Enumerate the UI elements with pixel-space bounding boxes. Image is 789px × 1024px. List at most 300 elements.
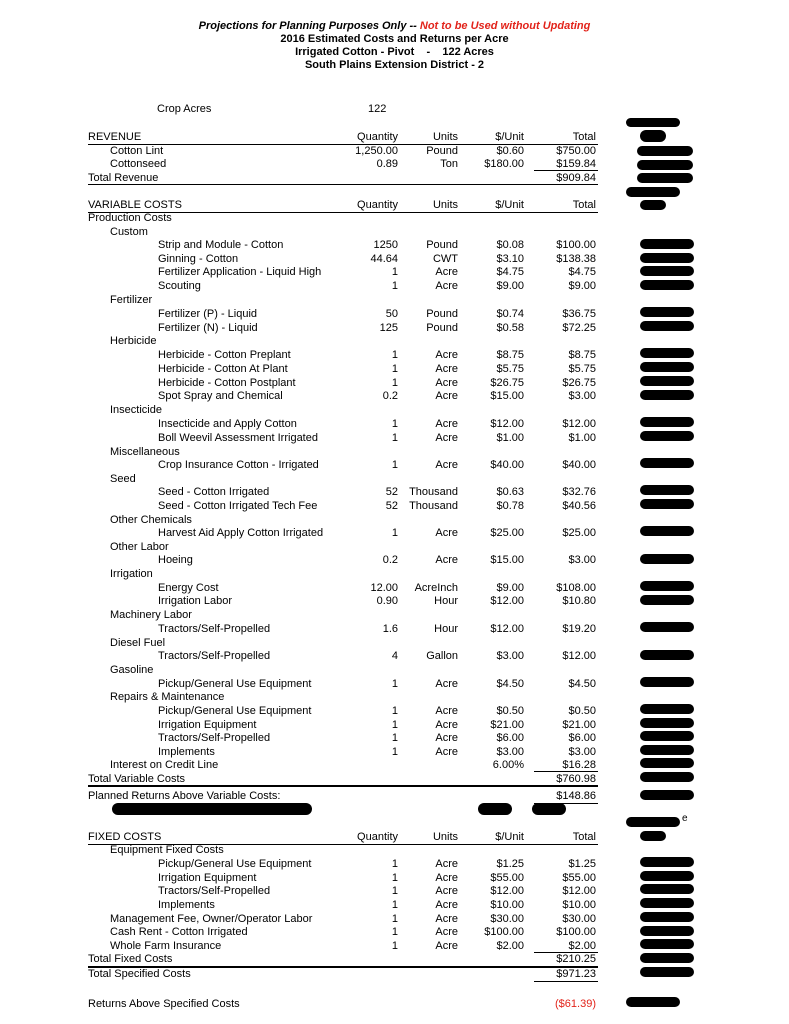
redaction-bar — [640, 967, 694, 977]
line-item-quantity: 0.90 — [376, 595, 398, 607]
redaction-bar — [640, 704, 694, 714]
line-item-price: $0.50 — [496, 705, 524, 717]
column-header-units: Units — [432, 199, 458, 211]
line-item-quantity: 1 — [391, 858, 398, 870]
line-item-quantity: 1 — [391, 377, 398, 389]
line-item-quantity: 1 — [391, 732, 398, 744]
line-item-price: $12.00 — [490, 623, 524, 635]
stray-glyph: e — [682, 813, 688, 824]
line-item-quantity: 1 — [391, 872, 398, 884]
section-heading: VARIABLE COSTS — [88, 199, 182, 211]
line-item-label: Herbicide — [110, 335, 157, 347]
line-item-label: Fertilizer (P) - Liquid — [158, 308, 258, 320]
line-item-quantity: 1 — [391, 363, 398, 375]
line-item-price: $12.00 — [490, 595, 524, 607]
line-item-units: Thousand — [409, 486, 458, 498]
line-item-label: Whole Farm Insurance — [110, 940, 222, 952]
line-item-price: $3.10 — [496, 253, 524, 265]
redaction-bar — [478, 803, 512, 815]
report-title: 2016 Estimated Costs and Returns per Acre — [280, 33, 509, 45]
line-item-total: $5.75 — [568, 363, 596, 375]
redaction-bar — [640, 939, 694, 949]
report-district: South Plains Extension District - 2 — [304, 59, 485, 71]
header-warning-red: Not to be Used without Updating — [419, 20, 591, 32]
section-heading: FIXED COSTS — [88, 831, 162, 843]
returns-total: ($61.39) — [555, 998, 596, 1010]
line-item-units: Acre — [435, 940, 458, 952]
total-fixed-value: $210.25 — [556, 953, 596, 965]
line-item-label: Scouting — [158, 280, 201, 292]
redaction-bar — [640, 362, 694, 372]
redaction-bar — [640, 745, 694, 755]
line-item-label: Fertilizer (N) - Liquid — [158, 322, 258, 334]
redaction-bar — [640, 857, 694, 867]
variable-cost-row — [0, 690, 789, 704]
line-item-total: $8.75 — [568, 349, 596, 361]
variable-header-row — [0, 198, 789, 212]
revenue-price: $180.00 — [484, 158, 524, 170]
column-header-total: Total — [572, 199, 596, 211]
revenue-label: Cotton Lint — [110, 145, 164, 157]
line-item-quantity: 1 — [391, 885, 398, 897]
line-item-units: Acre — [435, 746, 458, 758]
redaction-bar — [112, 803, 312, 815]
redaction-bar — [640, 898, 694, 908]
line-item-quantity: 1 — [391, 678, 398, 690]
line-item-quantity: 1 — [391, 418, 398, 430]
report-subtitle: Irrigated Cotton - Pivot - 122 Acres — [295, 46, 494, 58]
line-item-units: Acre — [435, 926, 458, 938]
line-item-units: Hour — [434, 595, 458, 607]
line-item-label: Implements — [158, 899, 215, 911]
line-item-label: Repairs & Maintenance — [110, 691, 225, 703]
line-item-total: $36.75 — [562, 308, 596, 320]
redaction-bar — [640, 130, 666, 142]
line-item-quantity: 12.00 — [370, 582, 398, 594]
line-item-price: $1.25 — [496, 858, 524, 870]
line-item-quantity: 1 — [391, 459, 398, 471]
redaction-bar — [640, 650, 694, 660]
line-item-quantity: 44.64 — [370, 253, 398, 265]
line-item-quantity: 1 — [391, 432, 398, 444]
line-item-price: $100.00 — [484, 926, 524, 938]
column-header-total: Total — [572, 831, 596, 843]
variable-cost-row — [0, 225, 789, 239]
line-item-units: Thousand — [409, 500, 458, 512]
variable-cost-row — [0, 403, 789, 417]
line-item-quantity: 1.6 — [382, 623, 398, 635]
line-item-label: Herbicide - Cotton Preplant — [158, 349, 291, 361]
line-item-label: Herbicide - Cotton At Plant — [158, 363, 288, 375]
line-item-price: $12.00 — [490, 418, 524, 430]
line-item-units: CWT — [432, 253, 458, 265]
line-item-total: $30.00 — [562, 913, 596, 925]
column-header-quantity: Quantity — [357, 199, 398, 211]
redaction-bar — [640, 622, 694, 632]
variable-cost-row — [0, 636, 789, 650]
line-item-total: $55.00 — [562, 872, 596, 884]
line-item-total: $25.00 — [562, 527, 596, 539]
line-item-quantity: 4 — [391, 650, 398, 662]
line-item-label: Miscellaneous — [110, 446, 180, 458]
line-item-total: $1.25 — [568, 858, 596, 870]
redaction-bar — [640, 307, 694, 317]
returns-label: Returns Above Specified Costs — [88, 998, 240, 1010]
line-item-price: $55.00 — [490, 872, 524, 884]
variable-cost-row — [0, 334, 789, 348]
revenue-units: Pound — [426, 145, 458, 157]
line-item-units: Hour — [434, 623, 458, 635]
crop-acres-label: Crop Acres — [157, 103, 212, 115]
line-item-price: $12.00 — [490, 885, 524, 897]
line-item-price: $5.75 — [496, 363, 524, 375]
redaction-bar — [626, 187, 680, 197]
line-item-units: Acre — [435, 266, 458, 278]
line-item-total: $26.75 — [562, 377, 596, 389]
redaction-bar — [640, 953, 694, 963]
redaction-bar — [640, 554, 694, 564]
line-item-units: Acre — [435, 377, 458, 389]
line-item-total: $3.00 — [568, 746, 596, 758]
variable-cost-row — [0, 472, 789, 486]
variable-cost-row — [0, 211, 789, 225]
line-item-total: $100.00 — [556, 239, 596, 251]
column-header-price: $/Unit — [495, 199, 524, 211]
line-item-label: Tractors/Self-Propelled — [158, 623, 271, 635]
line-item-total: $10.80 — [562, 595, 596, 607]
redaction-bar — [640, 239, 694, 249]
redaction-bar — [640, 677, 694, 687]
line-item-total: $40.56 — [562, 500, 596, 512]
line-item-units: Acre — [435, 349, 458, 361]
line-item-units: Acre — [435, 678, 458, 690]
total-specified-label: Total Specified Costs — [88, 968, 191, 980]
variable-cost-row — [0, 293, 789, 307]
redaction-bar — [640, 871, 694, 881]
revenue-price: $0.60 — [496, 145, 524, 157]
redaction-bar — [640, 266, 694, 276]
line-item-price: $4.50 — [496, 678, 524, 690]
line-item-price: $26.75 — [490, 377, 524, 389]
line-item-total: $12.00 — [562, 885, 596, 897]
line-item-price: 6.00% — [492, 759, 524, 771]
revenue-total: $750.00 — [556, 145, 596, 157]
revenue-total: $159.84 — [556, 158, 596, 170]
line-item-units: Acre — [435, 363, 458, 375]
line-item-price: $1.00 — [496, 432, 524, 444]
header-warning — [0, 20, 789, 32]
line-item-units: AcreInch — [414, 582, 458, 594]
revenue-header-row — [0, 130, 789, 144]
line-item-units: Acre — [435, 732, 458, 744]
stray-glyph: 0 — [686, 581, 692, 592]
line-item-quantity: 1 — [391, 899, 398, 911]
line-item-units: Acre — [435, 899, 458, 911]
line-item-label: Seed — [110, 473, 136, 485]
line-item-label: Equipment Fixed Costs — [110, 844, 224, 856]
line-item-label: Herbicide - Cotton Postplant — [158, 377, 296, 389]
total-variable-label: Total Variable Costs — [88, 773, 186, 785]
line-item-units: Acre — [435, 858, 458, 870]
line-item-price: $3.00 — [496, 650, 524, 662]
redaction-bar — [640, 912, 694, 922]
line-item-total: $3.00 — [568, 554, 596, 566]
variable-cost-row — [0, 513, 789, 527]
total-variable-value: $760.98 — [556, 773, 596, 785]
line-item-label: Boll Weevil Assessment Irrigated — [158, 432, 318, 444]
line-item-label: Harvest Aid Apply Cotton Irrigated — [158, 527, 324, 539]
line-item-units: Acre — [435, 418, 458, 430]
line-item-price: $0.78 — [496, 500, 524, 512]
redaction-bar — [640, 417, 694, 427]
line-item-price: $10.00 — [490, 899, 524, 911]
line-item-total: $72.25 — [562, 322, 596, 334]
line-item-total: $19.20 — [562, 623, 596, 635]
line-item-units: Acre — [435, 459, 458, 471]
fixed-cost-row — [0, 843, 789, 857]
line-item-label: Other Chemicals — [110, 514, 192, 526]
line-item-price: $15.00 — [490, 390, 524, 402]
line-item-quantity: 1 — [391, 940, 398, 952]
redaction-bar — [640, 731, 694, 741]
line-item-units: Pound — [426, 308, 458, 320]
line-item-quantity: 1 — [391, 913, 398, 925]
line-item-total: $12.00 — [562, 418, 596, 430]
revenue-units: Ton — [440, 158, 458, 170]
line-item-label: Fertilizer Application - Liquid High — [158, 266, 322, 278]
revenue-label: Cottonseed — [110, 158, 167, 170]
redaction-bar — [532, 803, 566, 815]
header-warning-text: Projections for Planning Purposes Only -- — [198, 20, 420, 32]
column-header-units: Units — [432, 131, 458, 143]
line-item-price: $4.75 — [496, 266, 524, 278]
line-item-quantity: 1 — [391, 349, 398, 361]
line-item-quantity: 50 — [385, 308, 398, 320]
redaction-bar — [640, 390, 694, 400]
line-item-price: $0.63 — [496, 486, 524, 498]
line-item-label: Production Costs — [88, 212, 172, 224]
column-header-units: Units — [432, 831, 458, 843]
line-item-label: Spot Spray and Chemical — [158, 390, 283, 402]
line-item-label: Crop Insurance Cotton - Irrigated — [158, 459, 319, 471]
line-item-label: Seed - Cotton Irrigated Tech Fee — [158, 500, 318, 512]
line-item-label: Gasoline — [110, 664, 154, 676]
line-item-label: Irrigation Labor — [158, 595, 232, 607]
line-item-total: $16.28 — [562, 759, 596, 771]
line-item-total: $40.00 — [562, 459, 596, 471]
line-item-label: Pickup/General Use Equipment — [158, 858, 312, 870]
redaction-bar — [640, 772, 694, 782]
fixed-header-row — [0, 830, 789, 844]
redaction-bar — [637, 146, 693, 156]
column-header-total: Total — [572, 131, 596, 143]
redaction-bar — [637, 173, 693, 183]
line-item-total: $32.76 — [562, 486, 596, 498]
redaction-bar — [640, 499, 694, 509]
redaction-bar — [640, 253, 694, 263]
planned-returns-label: Planned Returns Above Variable Costs: — [88, 790, 281, 802]
line-item-units: Acre — [435, 913, 458, 925]
line-item-label: Tractors/Self-Propelled — [158, 885, 271, 897]
line-item-units: Acre — [435, 872, 458, 884]
line-item-quantity: 0.2 — [382, 554, 398, 566]
line-item-label: Machinery Labor — [110, 609, 192, 621]
revenue-quantity: 0.89 — [376, 158, 398, 170]
line-item-units: Acre — [435, 280, 458, 292]
line-item-price: $30.00 — [490, 913, 524, 925]
line-item-label: Insecticide and Apply Cotton — [158, 418, 297, 430]
redaction-bar — [640, 200, 666, 210]
line-item-label: Management Fee, Owner/Operator Labor — [110, 913, 313, 925]
redaction-bar — [640, 595, 694, 605]
line-item-total: $21.00 — [562, 719, 596, 731]
line-item-label: Implements — [158, 746, 215, 758]
redaction-bar — [637, 160, 693, 170]
line-item-price: $40.00 — [490, 459, 524, 471]
redaction-bar — [640, 485, 694, 495]
redaction-bar — [640, 831, 666, 841]
redaction-bar — [640, 321, 694, 331]
line-item-units: Acre — [435, 527, 458, 539]
revenue-bottom-rule — [88, 184, 598, 185]
line-item-quantity: 1 — [391, 280, 398, 292]
redaction-bar — [640, 376, 694, 386]
line-item-quantity: 125 — [379, 322, 398, 334]
line-item-units: Acre — [435, 390, 458, 402]
redaction-bar — [626, 997, 680, 1007]
line-item-label: Ginning - Cotton — [158, 253, 239, 265]
line-item-price: $25.00 — [490, 527, 524, 539]
column-header-quantity: Quantity — [357, 831, 398, 843]
line-item-total: $4.75 — [568, 266, 596, 278]
line-item-total: $10.00 — [562, 899, 596, 911]
line-item-price: $0.08 — [496, 239, 524, 251]
line-item-quantity: 1 — [391, 719, 398, 731]
line-item-label: Irrigation Equipment — [158, 719, 257, 731]
redaction-bar — [626, 118, 680, 127]
line-item-label: Cash Rent - Cotton Irrigated — [110, 926, 248, 938]
redaction-bar — [640, 348, 694, 358]
line-item-label: Insecticide — [110, 404, 162, 416]
redaction-bar — [640, 458, 694, 468]
line-item-label: Pickup/General Use Equipment — [158, 678, 312, 690]
line-item-total: $6.00 — [568, 732, 596, 744]
line-item-label: Other Labor — [110, 541, 169, 553]
line-item-label: Hoeing — [158, 554, 193, 566]
line-item-label: Energy Cost — [158, 582, 219, 594]
redaction-bar — [640, 790, 694, 800]
redaction-bar — [640, 884, 694, 894]
crop-acres-row — [0, 102, 789, 116]
line-item-quantity: 0.2 — [382, 390, 398, 402]
line-item-label: Tractors/Self-Propelled — [158, 650, 271, 662]
line-item-label: Pickup/General Use Equipment — [158, 705, 312, 717]
line-item-quantity: 1 — [391, 266, 398, 278]
line-item-label: Diesel Fuel — [110, 637, 166, 649]
line-item-quantity: 52 — [385, 500, 398, 512]
column-header-quantity: Quantity — [357, 131, 398, 143]
specified-rule — [534, 981, 598, 982]
total-specified-value: $971.23 — [556, 968, 596, 980]
section-heading: REVENUE — [88, 131, 142, 143]
line-item-label: Interest on Credit Line — [110, 759, 219, 771]
variable-double-rule — [88, 785, 598, 787]
redaction-bar — [640, 926, 694, 936]
line-item-quantity: 1 — [391, 705, 398, 717]
line-item-price: $9.00 — [496, 582, 524, 594]
line-item-label: Irrigation Equipment — [158, 872, 257, 884]
line-item-price: $21.00 — [490, 719, 524, 731]
line-item-units: Pound — [426, 322, 458, 334]
redaction-bar — [640, 718, 694, 728]
line-item-label: Fertilizer — [110, 294, 153, 306]
line-item-price: $15.00 — [490, 554, 524, 566]
line-item-total: $4.50 — [568, 678, 596, 690]
total-fixed-label: Total Fixed Costs — [88, 953, 173, 965]
line-item-quantity: 1 — [391, 926, 398, 938]
total-revenue-value: $909.84 — [556, 172, 596, 184]
line-item-total: $100.00 — [556, 926, 596, 938]
line-item-price: $0.74 — [496, 308, 524, 320]
line-item-label: Seed - Cotton Irrigated — [158, 486, 270, 498]
redaction-bar — [640, 280, 694, 290]
line-item-total: $0.50 — [568, 705, 596, 717]
variable-cost-row — [0, 663, 789, 677]
line-item-label: Strip and Module - Cotton — [158, 239, 284, 251]
line-item-total: $12.00 — [562, 650, 596, 662]
revenue-quantity: 1,250.00 — [355, 145, 398, 157]
line-item-units: Acre — [435, 554, 458, 566]
variable-cost-row — [0, 567, 789, 581]
line-item-total: $138.38 — [556, 253, 596, 265]
line-item-label: Custom — [110, 226, 148, 238]
line-item-quantity: 1 — [391, 746, 398, 758]
line-item-units: Acre — [435, 432, 458, 444]
line-item-total: $108.00 — [556, 582, 596, 594]
crop-acres-value: 122 — [368, 103, 387, 115]
planned-returns-value: $148.86 — [556, 790, 596, 802]
variable-cost-row — [0, 608, 789, 622]
redaction-bar — [640, 431, 694, 441]
line-item-price: $9.00 — [496, 280, 524, 292]
redaction-bar — [640, 526, 694, 536]
line-item-quantity: 52 — [385, 486, 398, 498]
line-item-units: Gallon — [426, 650, 458, 662]
line-item-total: $9.00 — [568, 280, 596, 292]
redaction-bar — [640, 758, 694, 768]
line-item-quantity: 1 — [391, 527, 398, 539]
line-item-price: $0.58 — [496, 322, 524, 334]
variable-cost-row — [0, 445, 789, 459]
line-item-units: Acre — [435, 719, 458, 731]
line-item-total: $2.00 — [568, 940, 596, 952]
variable-cost-row — [0, 540, 789, 554]
line-item-price: $6.00 — [496, 732, 524, 744]
line-item-label: Tractors/Self-Propelled — [158, 732, 271, 744]
line-item-quantity: 1250 — [373, 239, 398, 251]
line-item-units: Pound — [426, 239, 458, 251]
column-header-price: $/Unit — [495, 131, 524, 143]
line-item-price: $2.00 — [496, 940, 524, 952]
line-item-total: $1.00 — [568, 432, 596, 444]
line-item-label: Irrigation — [110, 568, 153, 580]
line-item-units: Acre — [435, 705, 458, 717]
line-item-price: $3.00 — [496, 746, 524, 758]
column-header-price: $/Unit — [495, 831, 524, 843]
redaction-bar — [626, 817, 680, 827]
line-item-price: $8.75 — [496, 349, 524, 361]
line-item-total: $3.00 — [568, 390, 596, 402]
